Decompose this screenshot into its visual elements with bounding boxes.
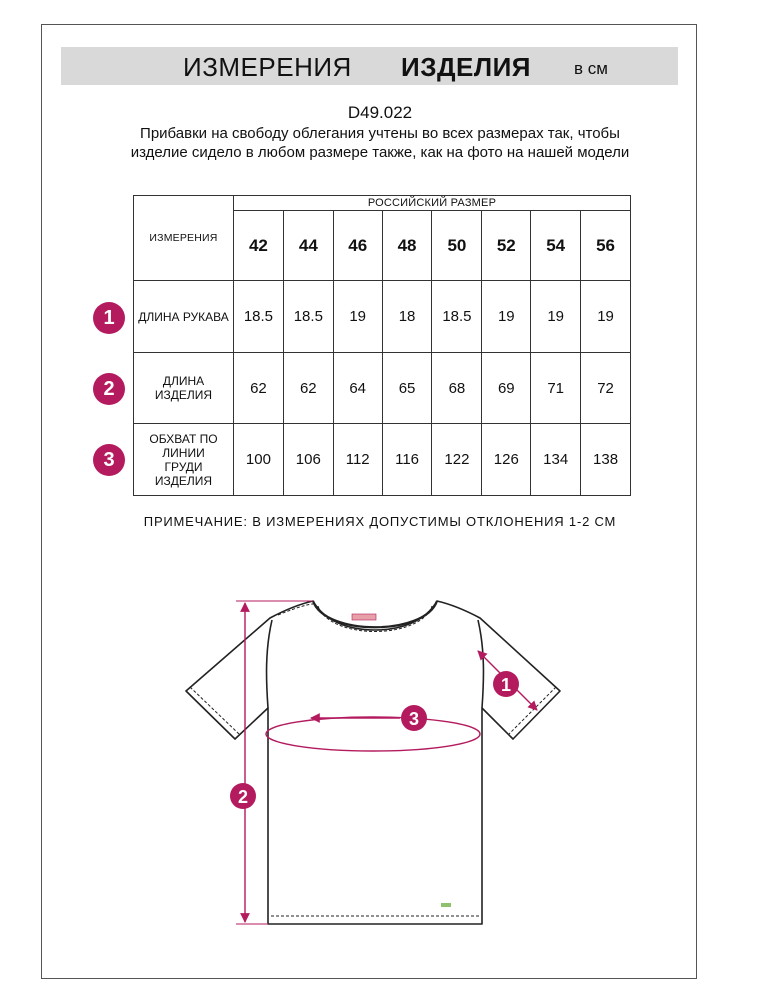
diagram-badge-chest — [401, 705, 427, 731]
row-label: ОБХВАТ ПО ЛИНИИ ГРУДИ ИЗДЕЛИЯ — [134, 424, 234, 496]
size-header: 44 — [283, 211, 333, 281]
table-cell: 71 — [531, 353, 581, 424]
table-cell: 106 — [283, 424, 333, 496]
chest-ellipse — [266, 717, 480, 751]
corner-label: ИЗМЕРЕНИЯ — [134, 196, 234, 281]
size-header: 52 — [482, 211, 531, 281]
table-cell: 18.5 — [233, 281, 283, 353]
row-badge: 3 — [93, 444, 125, 476]
table-cell: 19 — [333, 281, 382, 353]
table-cell: 69 — [482, 353, 531, 424]
table-cell: 18.5 — [283, 281, 333, 353]
table-cell: 72 — [581, 353, 631, 424]
diagram-badge-sleeve — [493, 671, 519, 697]
table-cell: 126 — [482, 424, 531, 496]
tolerance-note: ПРИМЕЧАНИЕ: В ИЗМЕРЕНИЯХ ДОПУСТИМЫ ОТКЛОНЕНИЯ 1-2 СМ — [143, 514, 617, 529]
row-label: ДЛИНА ИЗДЕЛИЯ — [134, 353, 234, 424]
product-code: D49.022 — [347, 103, 413, 122]
table-cell: 100 — [233, 424, 283, 496]
size-header: 42 — [233, 211, 283, 281]
table-cell: 19 — [482, 281, 531, 353]
title-unit: в см — [574, 59, 608, 78]
size-header: 46 — [333, 211, 382, 281]
hem-tag — [441, 903, 451, 907]
table-cell: 134 — [531, 424, 581, 496]
table-cell: 68 — [432, 353, 482, 424]
fit-description: Прибавки на свободу облегания учтены во всех размерах так, чтобы изделие сидело в любом размере также, как на фото на нашей модели — [130, 125, 630, 161]
table-cell: 122 — [432, 424, 482, 496]
table-cell: 65 — [382, 353, 432, 424]
size-caption: РОССИЙСКИЙ РАЗМЕР — [233, 196, 630, 211]
table-cell: 18.5 — [432, 281, 482, 353]
table-cell: 62 — [233, 353, 283, 424]
table-cell: 19 — [581, 281, 631, 353]
diagram-badge-length — [230, 783, 256, 809]
table-cell: 64 — [333, 353, 382, 424]
diagram-badge-label: 3 — [408, 709, 420, 729]
size-header: 54 — [531, 211, 581, 281]
tshirt-outline — [186, 601, 560, 924]
table-cell: 138 — [581, 424, 631, 496]
title-regular: ИЗМЕРЕНИЯ — [183, 52, 352, 82]
table-cell: 19 — [531, 281, 581, 353]
row-badge: 2 — [93, 373, 125, 405]
diagram-badge-label: 1 — [500, 675, 512, 695]
size-header: 50 — [432, 211, 482, 281]
row-label: ДЛИНА РУКАВА — [134, 281, 234, 353]
table-cell: 62 — [283, 353, 333, 424]
row-badge: 1 — [93, 302, 125, 334]
title-bold: ИЗДЕЛИЯ — [401, 52, 531, 82]
size-header: 56 — [581, 211, 631, 281]
table-cell: 116 — [382, 424, 432, 496]
size-header: 48 — [382, 211, 432, 281]
brand-tag — [352, 614, 376, 620]
table-cell: 112 — [333, 424, 382, 496]
table-cell: 18 — [382, 281, 432, 353]
diagram-badge-label: 2 — [237, 787, 249, 807]
